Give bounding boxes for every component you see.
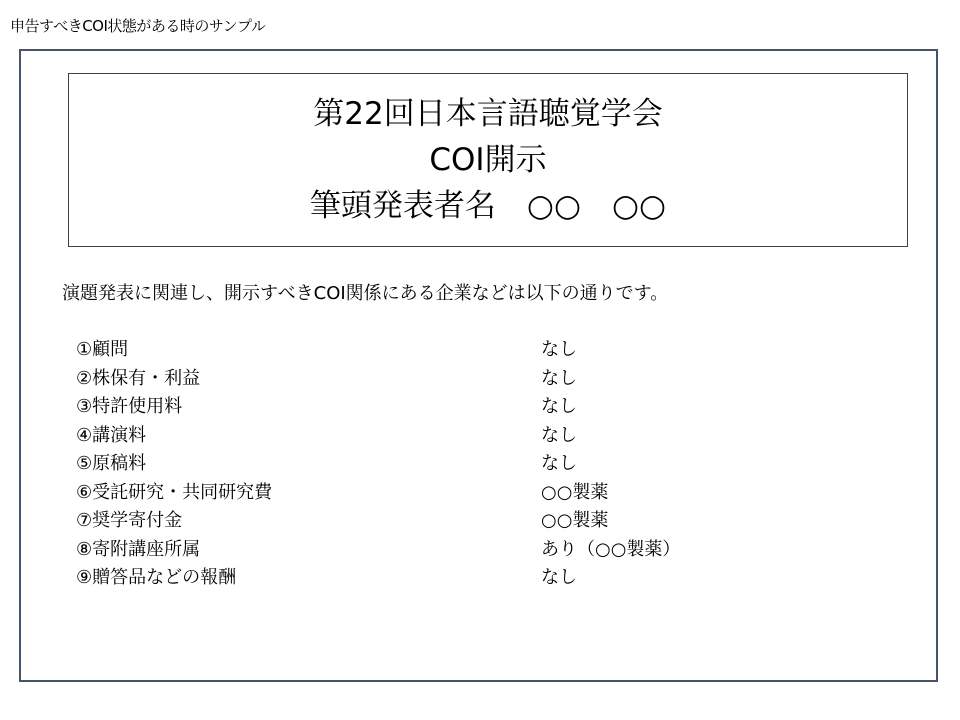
list-item: [76, 479, 776, 508]
coi-item-label: ②株保有・利益: [76, 367, 201, 389]
coi-item-value: ○○製薬: [541, 510, 609, 531]
coi-item-label: ⑦奨学寄付金: [76, 510, 183, 531]
presenter-name: 筆頭発表者名 ○○ ○○: [309, 188, 667, 224]
list-item: [76, 536, 776, 565]
list-item: [76, 564, 776, 593]
coi-item-label: ⑧寄附講座所属: [76, 538, 201, 560]
intro-text: 演題発表に関連し、開示すべきCOI関係にある企業などは以下の通りです。: [62, 283, 669, 304]
coi-item-value: なし: [541, 339, 577, 360]
coi-item-value: なし: [541, 367, 577, 389]
list-item: [76, 336, 776, 365]
list-item: [76, 393, 776, 422]
coi-item-value: なし: [541, 424, 577, 446]
sample-caption: 申告すべきCOI状態がある時のサンプル: [10, 17, 266, 35]
coi-item-value: ○○製薬: [541, 481, 609, 503]
coi-list: [76, 336, 776, 593]
conference-title: 第22回日本言語聴覚学会: [313, 96, 663, 132]
coi-item-value: あり（○○製薬）: [541, 538, 681, 560]
list-item: [76, 422, 776, 451]
list-item: [76, 450, 776, 479]
coi-item-label: ⑨贈答品などの報酬: [76, 567, 237, 588]
coi-item-value: なし: [541, 396, 577, 417]
title-box: [68, 73, 908, 247]
coi-item-label: ①顧問: [76, 339, 129, 360]
coi-item-label: ④講演料: [76, 424, 147, 446]
list-item: [76, 507, 776, 536]
coi-item-label: ⑥受託研究・共同研究費: [76, 481, 273, 503]
coi-item-value: なし: [541, 567, 577, 588]
coi-disclosure-heading: COI開示: [429, 142, 547, 178]
list-item: [76, 365, 776, 394]
coi-item-label: ⑤原稿料: [76, 453, 147, 474]
coi-item-value: なし: [541, 453, 577, 474]
coi-item-label: ③特許使用料: [76, 396, 183, 417]
